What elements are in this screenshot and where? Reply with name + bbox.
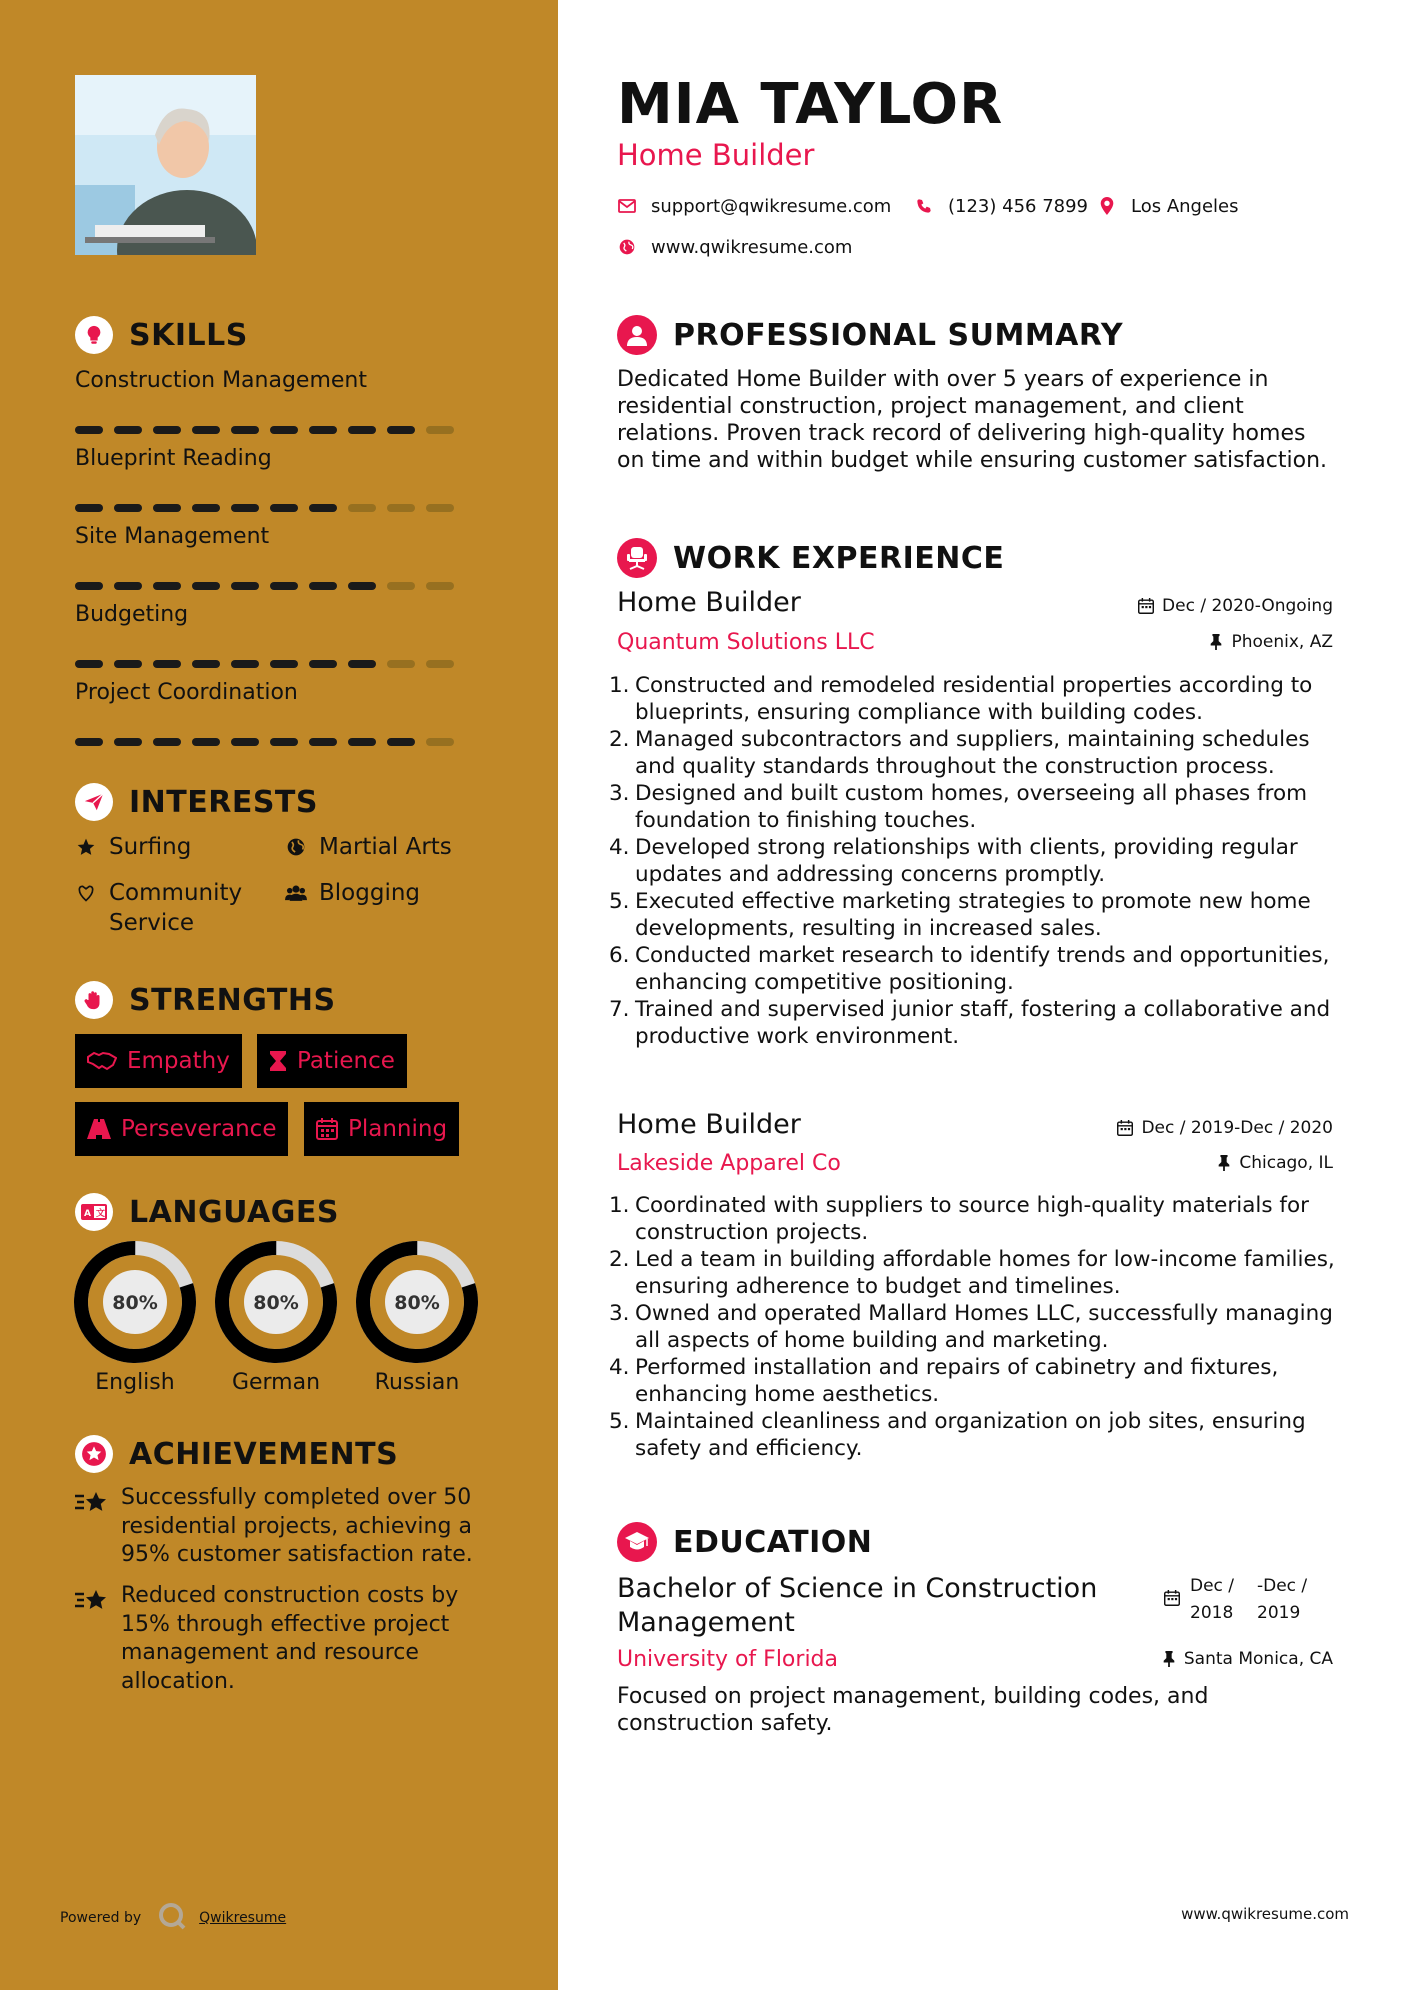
skill-item xyxy=(75,366,475,436)
interest-label: Blogging xyxy=(319,880,421,906)
job-location-text: Phoenix, AZ xyxy=(1231,632,1333,652)
interest-item xyxy=(285,832,452,862)
skill-dot-filled xyxy=(231,504,259,512)
list-item-text: Managed subcontractors and suppliers, maintaining schedules and quality standards throughout the construction process. xyxy=(635,727,1310,779)
phone-text: (123) 456 7899 xyxy=(948,195,1089,217)
achievement-item xyxy=(75,1484,495,1570)
education-location xyxy=(1162,1649,1333,1669)
skill-name: Project Coordination xyxy=(75,680,298,705)
language-percent: 80% xyxy=(253,1292,299,1314)
language-gauge xyxy=(73,1240,197,1364)
skill-dot-filled xyxy=(231,738,259,746)
skill-dot-empty xyxy=(426,504,454,512)
svg-text:文: 文 xyxy=(96,1209,106,1219)
degree-title: Bachelor of Science in Construction Management xyxy=(617,1573,1098,1638)
list-item: 1. Coordinated with suppliers to source high-quality materials for construction projects. xyxy=(617,1192,1337,1246)
paper-plane-icon xyxy=(75,783,113,821)
skill-dot-empty xyxy=(426,426,454,434)
job-title: Home Builder xyxy=(617,587,801,618)
job-company: Lakeside Apparel Co xyxy=(617,1151,841,1176)
skill-dot-filled xyxy=(153,738,181,746)
skill-dot-filled xyxy=(309,582,337,590)
list-item: 5. Maintained cleanliness and organization on job sites, ensuring safety and efficiency. xyxy=(617,1408,1337,1462)
list-item: 7. Trained and supervised junior staff, fostering a collaborative and productive work environment. xyxy=(617,996,1337,1050)
job-dates xyxy=(1138,596,1333,616)
skill-item xyxy=(75,444,475,514)
sidebar xyxy=(0,0,558,1990)
strength-label: Planning xyxy=(348,1116,448,1142)
globe-icon xyxy=(285,832,307,862)
experience-title: WORK EXPERIENCE xyxy=(673,540,1005,576)
skill-dot-filled xyxy=(348,426,376,434)
road-icon xyxy=(87,1119,111,1139)
skill-dot-filled xyxy=(153,426,181,434)
website-text: www.qwikresume.com xyxy=(651,236,853,258)
calendar-icon xyxy=(1164,1590,1180,1610)
language-gauge xyxy=(214,1240,338,1364)
skill-dot-empty xyxy=(426,582,454,590)
office-chair-icon xyxy=(617,538,657,578)
contact-email[interactable] xyxy=(617,194,891,218)
job-responsibilities xyxy=(609,1192,1337,1462)
email-text: support@qwikresume.com xyxy=(651,195,892,217)
list-item-text: Constructed and remodeled residential properties according to blueprints, ensuring compliance with building codes. xyxy=(635,673,1313,725)
handshake-icon xyxy=(87,1051,117,1071)
skill-dot-filled xyxy=(75,738,103,746)
list-item: 2. Managed subcontractors and suppliers, maintaining schedules and quality standards throughout the construction process. xyxy=(617,726,1337,780)
job-location-text: Chicago, IL xyxy=(1239,1153,1333,1173)
list-item-text: Designed and built custom homes, overseeing all phases from foundation to finishing touches. xyxy=(635,781,1308,833)
achievements-header xyxy=(75,1432,398,1476)
skill-dot-empty xyxy=(426,660,454,668)
skill-dot-filled xyxy=(114,504,142,512)
list-item-text: Led a team in building affordable homes for low-income families, ensuring adherence to budget and timelines. xyxy=(635,1247,1335,1299)
skill-item xyxy=(75,600,475,670)
language-gauge xyxy=(355,1240,479,1364)
skill-dot-filled xyxy=(270,426,298,434)
strength-badge xyxy=(304,1102,459,1156)
skill-item xyxy=(75,522,475,592)
strength-badge xyxy=(75,1102,288,1156)
skill-dot-filled xyxy=(309,504,337,512)
skill-name: Construction Management xyxy=(75,368,367,393)
hourglass-icon xyxy=(269,1050,287,1072)
skill-dot-filled xyxy=(231,426,259,434)
list-item: 5. Executed effective marketing strategies to promote new home developments, resulting in increased sales. xyxy=(617,888,1337,942)
powered-by xyxy=(60,1901,286,1935)
skill-item xyxy=(75,678,475,748)
summary-header xyxy=(617,313,1123,357)
skill-dot-filled xyxy=(270,660,298,668)
translate-icon xyxy=(75,1193,113,1231)
strength-label: Perseverance xyxy=(121,1116,277,1142)
pushpin-icon xyxy=(1209,634,1223,650)
skill-dot-empty xyxy=(348,504,376,512)
skill-name: Blueprint Reading xyxy=(75,446,272,471)
list-item-text: Owned and operated Mallard Homes LLC, successfully managing all aspects of home building and marketing. xyxy=(635,1301,1333,1353)
list-item-text: Developed strong relationships with clients, providing regular updates and addressing concerns promptly. xyxy=(635,835,1298,887)
skill-name: Site Management xyxy=(75,524,270,549)
skill-dot-filled xyxy=(309,426,337,434)
job-company: Quantum Solutions LLC xyxy=(617,630,875,655)
education-end-date: -Dec / 2019 xyxy=(1257,1576,1308,1623)
education-header xyxy=(617,1520,872,1564)
qwikresume-logo-icon xyxy=(157,1901,187,1935)
skill-dot-filled xyxy=(387,426,415,434)
award-star-icon xyxy=(75,1435,113,1473)
skill-dot-filled xyxy=(270,582,298,590)
skill-dot-filled xyxy=(75,426,103,434)
skill-dot-filled xyxy=(348,738,376,746)
strengths-title: STRENGTHS xyxy=(129,982,336,1018)
interest-label: Community Service xyxy=(109,880,243,936)
candidate-name: MIA TAYLOR xyxy=(617,72,1004,137)
pushpin-icon xyxy=(1162,1651,1176,1667)
phone-icon xyxy=(914,198,934,214)
education-description: Focused on project management, building codes, and construction safety. xyxy=(617,1684,1209,1736)
interest-item xyxy=(285,878,420,908)
skill-dot-filled xyxy=(348,582,376,590)
list-item-text: Performed installation and repairs of cabinetry and fixtures, enhancing home aesthetics. xyxy=(635,1355,1279,1407)
achievement-text: Reduced construction costs by 15% through effective project management and resource allocation. xyxy=(121,1583,459,1694)
users-icon xyxy=(285,878,307,908)
hand-icon xyxy=(75,981,113,1019)
strength-badge xyxy=(257,1034,407,1088)
interest-label: Surfing xyxy=(109,834,192,860)
skill-dot-filled xyxy=(75,582,103,590)
skills-header xyxy=(75,313,248,357)
list-item-text: Conducted market research to identify trends and opportunities, enhancing competitive positioning. xyxy=(635,943,1330,995)
job-location xyxy=(1217,1153,1333,1173)
achievements-title: ACHIEVEMENTS xyxy=(129,1436,399,1472)
school-name: University of Florida xyxy=(617,1647,838,1672)
list-item-text: Trained and supervised junior staff, fostering a collaborative and productive work environment. xyxy=(635,997,1331,1049)
skill-dot-empty xyxy=(387,582,415,590)
job-responsibilities xyxy=(609,672,1337,1050)
skill-dot-filled xyxy=(387,738,415,746)
skill-dot-filled xyxy=(309,738,337,746)
language-name: Russian xyxy=(374,1370,460,1395)
education-start-date: Dec / 2018 xyxy=(1190,1576,1235,1623)
interests-header xyxy=(75,780,318,824)
skill-dot-filled xyxy=(231,660,259,668)
shooting-star-icon xyxy=(75,1484,111,1570)
list-item-text: Coordinated with suppliers to source high-quality materials for construction projects. xyxy=(635,1193,1309,1245)
user-icon xyxy=(617,315,657,355)
achievement-text: Successfully completed over 50 residential projects, achieving a 95% customer satisfaction rate. xyxy=(121,1485,473,1567)
svg-text:A: A xyxy=(84,1209,91,1219)
languages-title: LANGUAGES xyxy=(129,1194,339,1230)
interests-title: INTERESTS xyxy=(129,784,318,820)
skill-dot-filled xyxy=(75,660,103,668)
skill-dot-filled xyxy=(270,504,298,512)
skill-dot-filled xyxy=(153,660,181,668)
location-text: Los Angeles xyxy=(1131,195,1239,217)
qwikresume-link[interactable]: Qwikresume xyxy=(199,1910,287,1926)
skill-dot-filled xyxy=(153,504,181,512)
skill-dot-filled xyxy=(114,738,142,746)
strength-label: Empathy xyxy=(127,1048,230,1074)
skill-dot-filled xyxy=(231,582,259,590)
interest-label: Martial Arts xyxy=(319,834,452,860)
skill-rating xyxy=(75,738,475,748)
skill-dot-filled xyxy=(192,426,220,434)
strength-badge xyxy=(75,1034,242,1088)
language-name: English xyxy=(95,1370,175,1395)
contact-website[interactable] xyxy=(617,235,852,259)
list-item: 6. Conducted market research to identify trends and opportunities, enhancing competitive positioning. xyxy=(617,942,1337,996)
map-pin-icon xyxy=(1097,197,1117,215)
skill-dot-filled xyxy=(192,504,220,512)
skill-rating xyxy=(75,660,475,670)
contact-location xyxy=(1097,194,1239,218)
achievement-item xyxy=(75,1582,495,1696)
calendar-icon xyxy=(1138,598,1154,614)
profile-photo xyxy=(75,75,256,255)
experience-header xyxy=(617,536,1004,580)
lightbulb-icon xyxy=(75,316,113,354)
skill-dot-filled xyxy=(270,738,298,746)
job-title: Home Builder xyxy=(617,1109,801,1140)
language-item xyxy=(73,1240,197,1395)
skill-dot-filled xyxy=(192,738,220,746)
calendar-icon xyxy=(1117,1120,1133,1136)
footer-website-link[interactable]: www.qwikresume.com xyxy=(1181,1905,1349,1923)
language-name: German xyxy=(231,1370,321,1395)
list-item-text: Executed effective marketing strategies to promote new home developments, resulting in increased sales. xyxy=(635,889,1311,941)
language-item xyxy=(214,1240,338,1395)
heart-hands-icon xyxy=(75,878,97,908)
education-location-text: Santa Monica, CA xyxy=(1183,1649,1333,1669)
skill-rating xyxy=(75,582,475,592)
language-percent: 80% xyxy=(394,1292,440,1314)
list-item: 3. Owned and operated Mallard Homes LLC, successfully managing all aspects of home building and marketing. xyxy=(617,1300,1337,1354)
skill-dot-empty xyxy=(426,738,454,746)
interest-item xyxy=(75,878,275,938)
list-item: 2. Led a team in building affordable homes for low-income families, ensuring adherence to budget and timelines. xyxy=(617,1246,1337,1300)
education-title: EDUCATION xyxy=(673,1524,873,1560)
calendar-icon xyxy=(316,1118,338,1140)
strength-label: Patience xyxy=(297,1048,395,1074)
skill-dot-empty xyxy=(387,504,415,512)
powered-by-label: Powered by xyxy=(60,1910,142,1926)
skill-dot-empty xyxy=(387,660,415,668)
graduation-cap-icon xyxy=(617,1522,657,1562)
skill-dot-filled xyxy=(153,582,181,590)
job-dates-text: Dec / 2019-Dec / 2020 xyxy=(1141,1118,1333,1138)
skill-rating xyxy=(75,426,475,436)
strengths-header xyxy=(75,978,336,1022)
skill-dot-filled xyxy=(348,660,376,668)
summary-title: PROFESSIONAL SUMMARY xyxy=(673,317,1124,353)
languages-header xyxy=(75,1190,339,1234)
candidate-role: Home Builder xyxy=(617,138,815,172)
job-dates-text: Dec / 2020-Ongoing xyxy=(1162,596,1333,616)
skill-dot-filled xyxy=(192,660,220,668)
globe-icon xyxy=(617,239,637,255)
skill-dot-filled xyxy=(114,426,142,434)
list-item: 4. Developed strong relationships with clients, providing regular updates and addressing concerns promptly. xyxy=(617,834,1337,888)
skill-dot-filled xyxy=(75,504,103,512)
job-location xyxy=(1209,632,1333,652)
envelope-icon xyxy=(617,199,637,213)
list-item: 1. Constructed and remodeled residential properties according to blueprints, ensuring compliance with building codes. xyxy=(617,672,1337,726)
shooting-star-icon xyxy=(75,1582,111,1696)
skill-name: Budgeting xyxy=(75,602,189,627)
skill-rating xyxy=(75,504,475,514)
list-item-text: Maintained cleanliness and organization on job sites, ensuring safety and efficiency. xyxy=(635,1409,1306,1461)
star-icon xyxy=(75,832,97,862)
pushpin-icon xyxy=(1217,1155,1231,1171)
skill-dot-filled xyxy=(309,660,337,668)
skill-dot-filled xyxy=(114,582,142,590)
language-percent: 80% xyxy=(112,1292,158,1314)
summary-text: Dedicated Home Builder with over 5 years of experience in residential construction, project management, and client relations. Proven track record of delivering high-quality homes on time and within budget while ensuring customer satisfaction. xyxy=(617,367,1328,473)
list-item: 4. Performed installation and repairs of cabinetry and fixtures, enhancing home aesthetics. xyxy=(617,1354,1337,1408)
list-item: 3. Designed and built custom homes, overseeing all phases from foundation to finishing touches. xyxy=(617,780,1337,834)
skills-title: SKILLS xyxy=(129,317,248,353)
skill-dot-filled xyxy=(192,582,220,590)
job-dates xyxy=(1117,1118,1333,1138)
skill-dot-filled xyxy=(114,660,142,668)
interest-item xyxy=(75,832,191,862)
language-item xyxy=(355,1240,479,1395)
contact-phone[interactable] xyxy=(914,194,1088,218)
